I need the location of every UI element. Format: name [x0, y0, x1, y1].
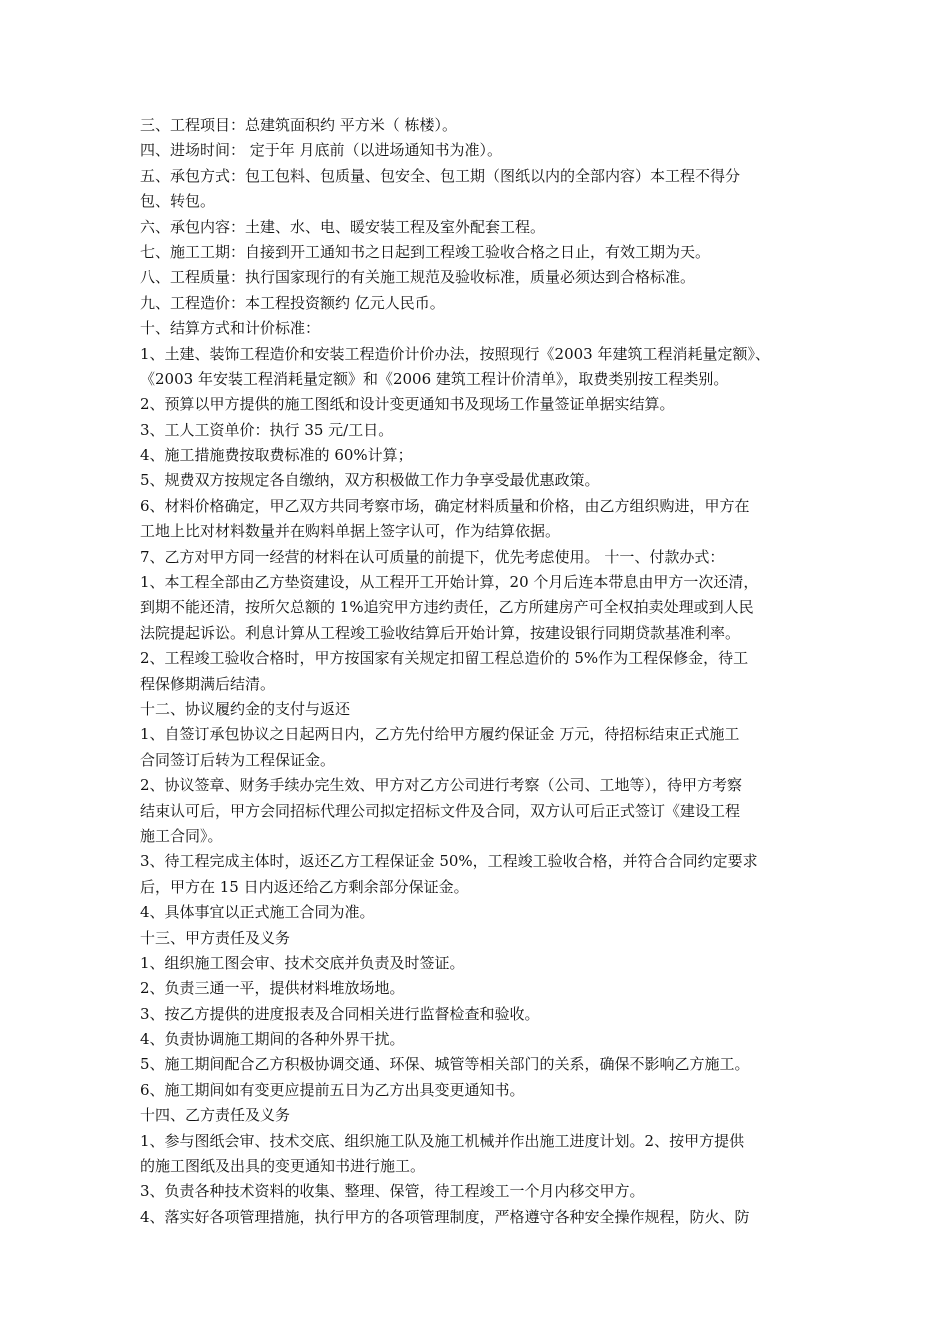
- document-body: [140, 113, 815, 1230]
- text-line: 《2003 年安装工程消耗量定额》和《2006 建筑工程计价清单》，取费类别按工程类别。: [140, 369, 729, 388]
- text-line: 结束认可后，甲方会同招标代理公司拟定招标文件及合同，双方认可后正式签订《建设工程: [140, 801, 741, 820]
- text-line: 3、按乙方提供的进度报表及合同相关进行监督检查和验收。: [140, 1004, 540, 1023]
- text-line: 6、材料价格确定，甲乙双方共同考察市场，确定材料质量和价格，由乙方组织购进，甲方在: [140, 496, 750, 515]
- text-line: 1、组织施工图会审、技术交底并负责及时签证。: [140, 953, 465, 972]
- text-line: 6、施工期间如有变更应提前五日为乙方出具变更通知书。: [140, 1080, 525, 1099]
- text-line: 4、具体事宜以正式施工合同为准。: [140, 903, 375, 922]
- text-line: 1、本工程全部由乙方垫资建设，从工程开工开始计算，20 个月后连本带息由甲方一次还清，: [140, 573, 759, 592]
- text-line: 2、工程竣工验收合格时，甲方按国家有关规定扣留工程总造价的 5%作为工程保修金，待工: [140, 649, 749, 668]
- text-line: 2、协议签章、财务手续办完生效、甲方对乙方公司进行考察（公司、工地等），待甲方考察: [140, 776, 743, 795]
- text-line: 包、转包。: [140, 192, 216, 211]
- text-line: 法院提起诉讼。利息计算从工程竣工验收结算后开始计算，按建设银行同期贷款基准利率。: [140, 623, 741, 642]
- text-line: 十三、甲方责任及义务: [140, 928, 291, 947]
- text-line: 3、工人工资单价：执行 35 元/工日。: [140, 420, 394, 439]
- text-line: 十二、协议履约金的支付与返还: [140, 699, 351, 718]
- text-line: 四、进场时间： 定于年 月底前（以进场通知书为准）。: [140, 141, 503, 160]
- text-line: 六、承包内容：土建、水、电、暖安装工程及室外配套工程。: [140, 217, 546, 236]
- text-line: 4、落实好各项管理措施，执行甲方的各项管理制度，严格遵守各种安全操作规程，防火、防: [140, 1207, 750, 1226]
- text-line: 后，甲方在 15 日内返还给乙方剩余部分保证金。: [140, 877, 469, 896]
- text-line: 五、承包方式：包工包料、包质量、包安全、包工期（图纸以内的全部内容）本工程不得分: [140, 166, 741, 185]
- text-line: 2、预算以甲方提供的施工图纸和设计变更通知书及现场工作量签证单据实结算。: [140, 395, 675, 414]
- text-line: 4、负责协调施工期间的各种外界干扰。: [140, 1030, 405, 1049]
- text-line: 3、待工程完成主体时，返还乙方工程保证金 50%，工程竣工验收合格，并符合合同约定要求: [140, 852, 758, 871]
- text-line: 5、规费双方按规定各自缴纳，双方积极做工作力争享受最优惠政策。: [140, 471, 600, 490]
- text-line: 七、施工工期：自接到开工通知书之日起到工程竣工验收合格之日止，有效工期为天。: [140, 242, 711, 261]
- text-line: 到期不能还清，按所欠总额的 1%追究甲方违约责任，乙方所建房产可全权拍卖处理或到人民: [140, 598, 754, 617]
- text-line: 十四、乙方责任及义务: [140, 1106, 291, 1125]
- text-line: 1、参与图纸会审、技术交底、组织施工队及施工机械并作出施工进度计划。2、按甲方提供: [140, 1131, 745, 1150]
- text-line: 3、负责各种技术资料的收集、整理、保管，待工程竣工一个月内移交甲方。: [140, 1182, 645, 1201]
- text-line: 施工合同》。: [140, 826, 223, 845]
- text-line: 7、乙方对甲方同一经营的材料在认可质量的前提下，优先考虑使用。 十一、付款办式：: [140, 547, 725, 566]
- text-line: 2、负责三通一平，提供材料堆放场地。: [140, 979, 405, 998]
- text-line: 九、工程造价：本工程投资额约 亿元人民币。: [140, 293, 445, 312]
- text-line: 5、施工期间配合乙方积极协调交通、环保、城管等相关部门的关系，确保不影响乙方施工。: [140, 1055, 750, 1074]
- text-line: 八、工程质量：执行国家现行的有关施工规范及验收标准，质量必须达到合格标准。: [140, 268, 696, 287]
- text-line: 1、土建、装饰工程造价和安装工程造价计价办法，按照现行《2003 年建筑工程消耗量定额》、: [140, 344, 770, 363]
- text-line: 的施工图纸及出具的变更通知书进行施工。: [140, 1157, 426, 1176]
- text-line: 十、结算方式和计价标准：: [140, 319, 321, 338]
- text-line: 1、自签订承包协议之日起两日内，乙方先付给甲方履约保证金 万元，待招标结束正式施工: [140, 725, 740, 744]
- text-line: 4、施工措施费按取费标准的 60%计算；: [140, 446, 413, 465]
- text-line: 工地上比对材料数量并在购料单据上签字认可，作为结算依据。: [140, 522, 561, 541]
- text-line: 合同签订后转为工程保证金。: [140, 750, 336, 769]
- text-line: 三、工程项目：总建筑面积约 平方米（ 栋楼）。: [140, 116, 458, 134]
- text-line: 程保修期满后结清。: [140, 674, 276, 693]
